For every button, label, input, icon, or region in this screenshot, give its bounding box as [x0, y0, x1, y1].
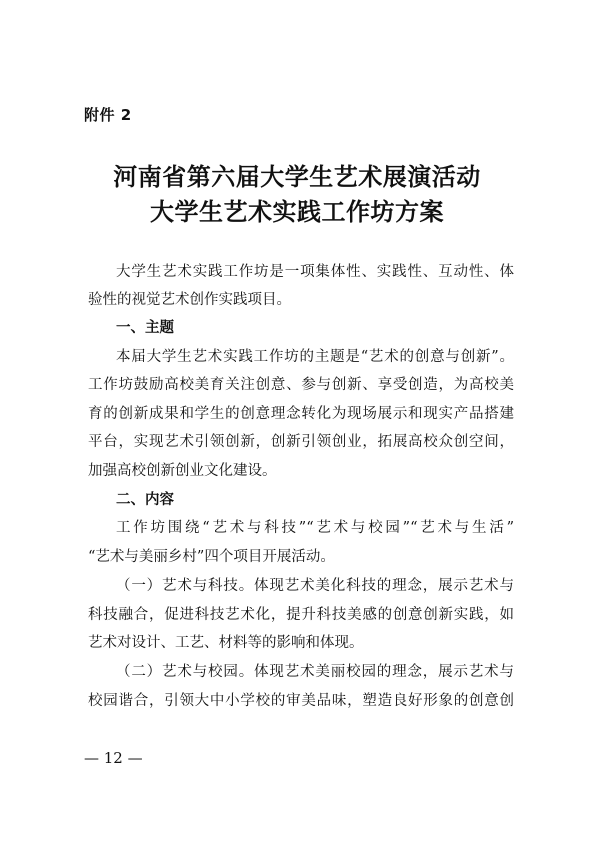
section1-line-4: 平台，实现艺术引领创新，创新引领创业，拓展高校众创空间，	[88, 434, 514, 450]
item2-line-1: （二）艺术与校园。体现艺术美丽校园的理念，展示艺术与	[116, 664, 514, 680]
document-title-line-1: 河南省第六届大学生艺术展演活动	[113, 162, 481, 191]
section1-line-1: 本届大学生艺术实践工作坊的主题是“艺术的创意与创新”。	[116, 349, 514, 365]
intro-line-2: 验性的视觉艺术创作实践项目。	[88, 292, 291, 308]
document-title-line-2: 大学生艺术实践工作坊方案	[150, 197, 444, 226]
section1-line-3: 育的创新成果和学生的创意理念转化为现场展示和现实产品搭建	[88, 406, 514, 422]
section2-line-1: 工作坊围绕“艺术与科技”“艺术与校园”“艺术与生活”	[116, 520, 514, 536]
intro-line-1: 大学生艺术实践工作坊是一项集体性、实践性、互动性、体	[116, 264, 514, 280]
attachment-label: 附件 2	[84, 106, 132, 124]
section1-line-2: 工作坊鼓励高校美育关注创意、参与创新、享受创造，为高校美	[88, 377, 514, 393]
item1-line-1: （一）艺术与科技。体现艺术美化科技的理念，展示艺术与	[116, 578, 514, 594]
section1-line-5: 加强高校创新创业文化建设。	[88, 463, 277, 479]
item2-line-2: 校园谐合，引领大中小学校的审美品味，塑造良好形象的创意创	[88, 693, 514, 709]
section2-line-2: “艺术与美丽乡村”四个项目开展活动。	[88, 549, 335, 565]
item1-line-3: 艺术对设计、工艺、材料等的影响和体现。	[88, 635, 364, 651]
item1-line-2: 科技融合，促进科技艺术化，提升科技美感的创意创新实践，如	[88, 607, 514, 623]
section-heading-theme: 一、主题	[116, 320, 174, 336]
page-number: — 12 —	[84, 749, 143, 767]
section-heading-content: 二、内容	[116, 492, 174, 508]
